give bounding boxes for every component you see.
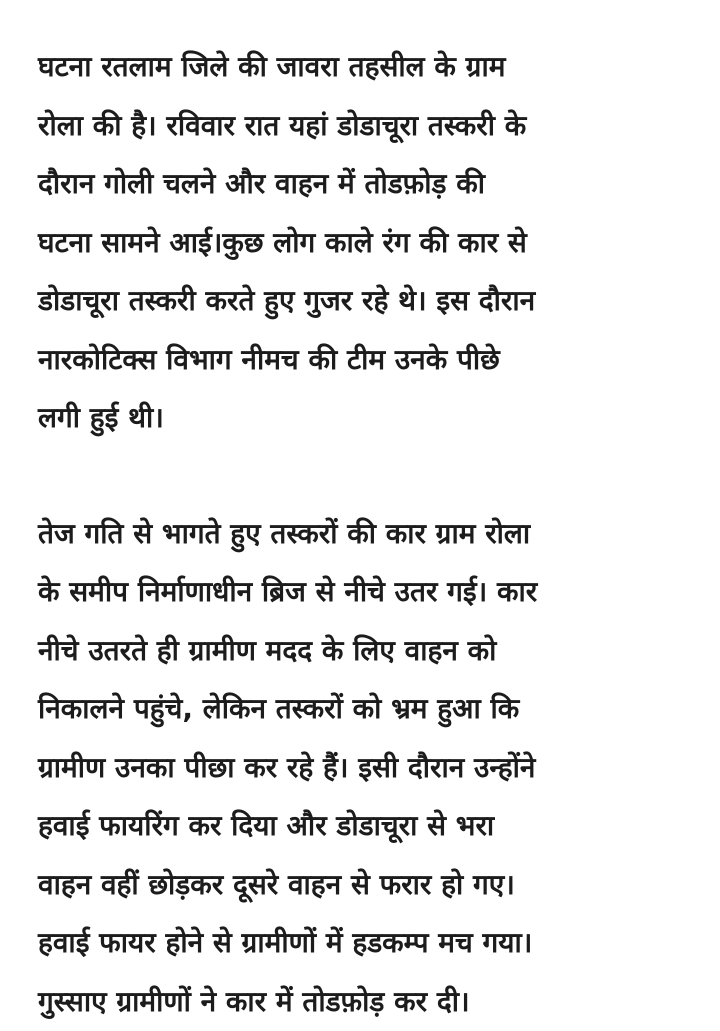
text-line: ग्रामीण उनका पीछा कर रहे हैं। इसी दौरान उन्होंने bbox=[38, 739, 698, 798]
text-line: के समीप निर्माणाधीन ब्रिज से नीचे उतर गई। कार bbox=[38, 563, 698, 622]
text-line: वाहन वहीं छोड़कर दूसरे वाहन से फरार हो गए। bbox=[38, 856, 698, 915]
text-line: गुस्साए ग्रामीणों ने कार में तोडफ़ोड़ कर दी। bbox=[38, 973, 698, 1031]
text-line: नारकोटिक्स विभाग नीमच की टीम उनके पीछे bbox=[38, 331, 698, 390]
text-line: हवाई फायरिंग कर दिया और डोडाचूरा से भरा bbox=[38, 797, 698, 856]
text-line: नीचे उतरते ही ग्रामीण मदद के लिए वाहन को bbox=[38, 622, 698, 681]
text-line: हवाई फायर होने से ग्रामीणों में हडकम्प मच गया। bbox=[38, 914, 698, 973]
text-line: रोला की है। रविवार रात यहां डोडाचूरा तस्करी के bbox=[38, 97, 698, 156]
text-line: निकालने पहुंचे, लेकिन तस्करों को भ्रम हुआ कि bbox=[38, 680, 698, 739]
article-body bbox=[38, 38, 698, 1031]
paragraph-1 bbox=[38, 38, 698, 448]
text-line: घटना सामने आई।कुछ लोग काले रंग की कार से bbox=[38, 214, 698, 273]
text-line: डोडाचूरा तस्करी करते हुए गुजर रहे थे। इस दौरान bbox=[38, 272, 698, 331]
text-line: तेज गति से भागते हुए तस्करों की कार ग्राम रोला bbox=[38, 505, 698, 564]
text-line: दौरान गोली चलने और वाहन में तोडफ़ोड़ की bbox=[38, 155, 698, 214]
paragraph-2 bbox=[38, 505, 698, 1031]
text-line: घटना रतलाम जिले की जावरा तहसील के ग्राम bbox=[38, 38, 698, 97]
text-line: लगी हुई थी। bbox=[38, 389, 698, 448]
